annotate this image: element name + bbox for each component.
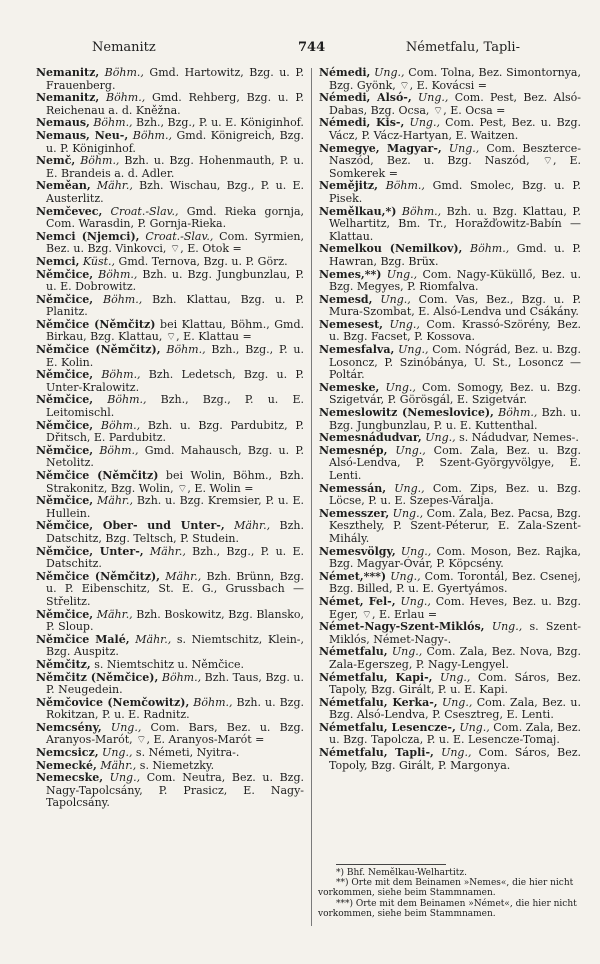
entry-headword: Nemč,	[36, 154, 76, 168]
entry-region: Mähr.,	[135, 632, 172, 646]
directory-entry	[319, 483, 581, 508]
entry-details: Com. Beszterce-Naszód, Bez. u. Bzg. Naszód, ⌔, E. Somkerek =	[329, 141, 581, 180]
entry-headword: Nemesfalva,	[319, 343, 395, 357]
entry-region: Ung.,	[102, 746, 133, 760]
entry-details: Gmd. u. P. Hawran, Bzg. Brüx.	[329, 242, 582, 268]
directory-entry	[319, 382, 581, 407]
directory-entry	[319, 143, 581, 181]
directory-entry	[36, 369, 304, 394]
entry-headword: Nemesd,	[319, 292, 373, 306]
entry-region: Küst.,	[82, 254, 116, 268]
entry-details: Bzh. u. Bzg. Jungbunzlau, P. u. E. Kuttenthal.	[329, 406, 581, 432]
entry-details: Gmd. Ternova, Bzg. u. P. Görz.	[115, 254, 288, 268]
entry-region: Ung.,	[398, 343, 429, 357]
entry-region: Ung.,	[441, 695, 473, 709]
footnote-divider	[336, 864, 446, 865]
entry-headword: Némedi, Kis-,	[319, 116, 405, 130]
entry-details: Bzh. u. Bzg. Pardubitz, P. Dřitsch, E. Pardubitz.	[46, 418, 305, 445]
entry-headword: Nemělkau,*)	[319, 204, 397, 218]
entry-headword: Nemelkou (Nemilkov),	[319, 242, 463, 256]
directory-entry	[36, 67, 304, 92]
entry-details: Bzh. u. Bzg. Hohenmauth, P. u. E. Brandeis a. d. Adler.	[46, 154, 304, 180]
directory-entry	[319, 546, 581, 571]
entry-details: Gmd. Mahausch, Bzg. u. P. Netolitz.	[46, 443, 304, 470]
directory-entry	[36, 92, 304, 117]
footnote: ***) Orte mit dem Beinamen »Német«, die hier nicht vorkommen, siehe beim Stammnamen.	[318, 898, 577, 919]
entry-details: Com. Neutra, Bez. u. Bzg. Nagy-Tapolcsány, P. Prasicz, E. Nagy-Tapolcsány.	[46, 771, 304, 810]
directory-entry	[36, 445, 304, 470]
entry-region: Mähr.,	[165, 569, 202, 583]
right-column	[319, 67, 581, 772]
directory-entry	[36, 546, 304, 571]
entry-headword: Němčitz,	[36, 657, 91, 671]
entry-region: Mähr.,	[100, 758, 137, 772]
entry-details: Com. Pest, Bez. Alsó-Dabas, Bzg. Ocsa, ⌔, E. Ocsa =	[329, 91, 582, 117]
entry-details: Com. Sáros, Bez. Topoly, Bzg. Girált, P. Margonya.	[329, 746, 582, 772]
entry-region: Ung.,	[448, 141, 480, 155]
directory-entry	[36, 697, 304, 722]
directory-entry	[319, 117, 581, 142]
left-column	[36, 67, 304, 810]
entry-headword: Nemějitz,	[319, 179, 379, 193]
entry-details: Com. Heves, Bez. u. Bzg. Eger, ⌔, E. Erlau =	[329, 594, 582, 621]
entry-details: Com. Moson, Bez. Rajka, Bzg. Magyar-Óvár, P. Köpcsény.	[329, 544, 582, 571]
entry-region: Croat.-Slav.,	[110, 204, 179, 218]
entry-details: Com. Zala, Bez. Nova, Bzg. Zala-Egerszeg, P. Nagy-Lengyel.	[329, 645, 581, 671]
entry-region: Böhm.,	[385, 179, 425, 193]
entry-headword: Nemesnádudvar,	[319, 431, 422, 445]
entry-details: bei Klattau, Böhm., Gmd. Birkau, Bzg. Klattau, ⌔, E. Klattau =	[46, 317, 304, 344]
entry-headword: Nemcsicz,	[36, 746, 99, 760]
entry-region: Mähr.,	[149, 544, 186, 558]
entry-region: Böhm.,	[99, 443, 139, 457]
entry-details: Com. Zala, Bez. u. Bzg. Alsó-Lendva, P. Szent-Györgyvölgye, E. Lenti.	[329, 443, 582, 482]
entry-headword: Nemesvölgy,	[319, 544, 396, 558]
entry-region: Ung.,	[395, 443, 426, 457]
page-number: 744	[298, 40, 326, 55]
entry-headword: Němčice (Němčitz)	[36, 469, 159, 482]
entry-headword: Németfalu, Tapli-,	[319, 746, 434, 760]
entry-region: Ung.,	[440, 670, 471, 684]
entry-details: Bzh. u. Bzg. Kremsier, P. u. E. Hullein.	[46, 494, 304, 520]
entry-headword: Němčice (Němčitz)	[36, 317, 156, 331]
directory-entry	[319, 621, 581, 646]
entry-region: Böhm.,	[498, 406, 538, 420]
entry-headword: Némedi,	[319, 66, 371, 79]
column-divider	[311, 68, 312, 926]
directory-entry	[36, 206, 304, 231]
directory-entry	[36, 634, 304, 659]
entry-headword: Német,***)	[319, 569, 387, 583]
entry-details: Bzh. u. Bzg. Rokitzan, P. u. E. Radnitz.	[46, 695, 305, 722]
directory-entry	[36, 155, 304, 180]
entry-region: Ung.,	[392, 506, 424, 520]
entry-region: Ung.,	[394, 481, 425, 495]
entry-headword: Němčice (Němčitz),	[36, 343, 161, 357]
entry-details: Bzh. Taus, Bzg. u. P. Neugedein.	[46, 670, 305, 697]
entry-headword: Nemčevec,	[36, 204, 103, 218]
entry-details: s. Szent-Miklós, Német-Nagy-.	[329, 620, 581, 646]
footnotes	[318, 868, 582, 919]
directory-entry	[319, 319, 581, 344]
entry-details: Com. Zala, Bez. Pacsa, Bzg. Keszthely, P. Szent-Péterur, E. Zala-Szent-Mihály.	[329, 506, 581, 545]
entry-details: Bzh., Bzg., P. u. E. Leitomischl.	[46, 393, 304, 420]
directory-entry	[36, 470, 304, 495]
entry-headword: Nemegye, Magyar-,	[319, 141, 442, 155]
directory-entry	[319, 269, 581, 294]
footnote: **) Orte mit dem Beinamen »Nemes«, die hier nicht vorkommen, siehe beim Stammnamen.	[318, 878, 574, 899]
entry-details: Bzh. Brünn, Bzg. u. P. Eibenschitz, St. E. G., Grussbach — Střelitz.	[46, 569, 304, 608]
directory-entry	[36, 609, 304, 634]
entry-headword: Nemanitz,	[36, 66, 100, 79]
entry-headword: Němčitz (Němčice),	[36, 670, 159, 684]
directory-entry	[36, 772, 304, 810]
entry-headword: Němčice Malé,	[36, 632, 130, 646]
footnote: *) Bhf. Nemělkau-Welhartitz.	[336, 868, 468, 878]
entry-headword: Němčice, Unter-,	[36, 544, 144, 558]
entry-region: Ung.,	[400, 544, 432, 558]
entry-details: bei Wolin, Böhm., Bzh. Strakonitz, Bzg. Wolin, ⌔, E. Wolin =	[46, 469, 305, 495]
entry-headword: Nemcsény,	[36, 720, 102, 734]
entry-details: Bzh., Bzg., P. u. E. Königinhof.	[132, 116, 304, 130]
directory-entry	[36, 294, 304, 319]
directory-entry	[319, 596, 581, 621]
entry-headword: Nemeske,	[319, 380, 380, 394]
entry-region: Böhm.,	[104, 66, 144, 79]
directory-entry	[36, 269, 304, 294]
entry-details: Gmd. Königreich, Bzg. u. P. Königinhof.	[46, 128, 304, 155]
entry-headword: Nemesest,	[319, 317, 383, 331]
directory-entry	[319, 747, 581, 772]
entry-details: Bzh. Datschitz, Bzg. Teltsch, P. Studein.	[46, 519, 304, 545]
entry-region: Ung.,	[110, 720, 142, 734]
directory-entry	[319, 407, 581, 432]
directory-entry	[36, 495, 304, 520]
entry-headword: Němčice,	[36, 443, 94, 457]
entry-headword: Nemesnép,	[319, 443, 388, 457]
directory-entry	[319, 92, 581, 117]
entry-headword: Nemessán,	[319, 481, 387, 495]
entry-details: Bzh. u. Bzg. Klattau, P. Welhartitz, Bm. Tr., Horažďowitz-Babín — Klattau.	[329, 204, 581, 243]
entry-details: Gmd. Hartowitz, Bzg. u. P. Frauenberg.	[46, 66, 304, 92]
entry-region: Ung.,	[380, 292, 411, 306]
entry-region: Ung.,	[109, 771, 141, 785]
entry-region: Mähr.,	[97, 494, 133, 508]
entry-details: Com. Zips, Bez. u. Bzg. Löcse, P. u. E. Szepes-Váralja.	[329, 481, 581, 508]
entry-region: Böhm.,	[101, 368, 141, 382]
directory-entry	[319, 697, 581, 722]
page-header	[40, 40, 560, 60]
header-right-keyword: Németfalu, Tapli-	[405, 40, 520, 55]
entry-headword: Nemesszer,	[319, 506, 390, 520]
entry-details: Com. Sáros, Bez. Tapoly, Bzg. Girált, P. u. E. Kapi.	[329, 670, 581, 697]
entry-region: Ung.,	[389, 317, 420, 331]
entry-headword: Němčice,	[36, 292, 94, 306]
entry-region: Mähr.,	[96, 179, 133, 193]
directory-entry	[36, 180, 304, 205]
directory-entry	[36, 672, 304, 697]
entry-headword: Němčice,	[36, 267, 94, 281]
header-left-keyword: Nemanitz	[92, 40, 156, 55]
directory-entry	[36, 344, 304, 369]
entry-details: s. Németi, Nyitra-.	[132, 746, 240, 760]
entry-headword: Nemecske,	[36, 771, 104, 785]
entry-headword: Nemci,	[36, 254, 80, 268]
entry-region: Ung.,	[391, 645, 423, 659]
entry-region: Ung.,	[390, 569, 421, 583]
entry-region: Böhm.,	[105, 91, 146, 105]
entry-details: Com. Zala, Bez. u. Bzg. Alsó-Lendva, P. Csesztreg, E. Lenti.	[329, 695, 581, 722]
directory-entry	[319, 243, 581, 268]
entry-region: Ung.,	[374, 66, 405, 79]
entry-region: Ung.,	[409, 116, 440, 130]
entry-region: Böhm.,	[193, 695, 233, 709]
entry-details: Com. Vas, Bez., Bzg. u. P. Mura-Szombat, E. Alsó-Lendva und Csákány.	[329, 292, 581, 319]
directory-entry	[36, 319, 304, 344]
directory-entry	[319, 672, 581, 697]
entry-region: Böhm.,	[93, 116, 133, 130]
entry-details: s. Niemtschitz, Klein-, Bzg. Auspitz.	[46, 632, 305, 659]
entry-headword: Němčice,	[36, 494, 94, 508]
entry-details: Com. Tolna, Bez. Simontornya, Bzg. Gyönk, ⌔, E. Kovácsi =	[329, 66, 581, 92]
entry-headword: Němčice,	[36, 368, 94, 382]
entry-region: Ung.,	[400, 594, 431, 608]
entry-region: Ung.,	[385, 380, 416, 394]
directory-entry	[319, 646, 581, 671]
entry-headword: Němčice,	[36, 607, 94, 621]
entry-region: Böhm.,	[98, 267, 138, 281]
directory-entry	[319, 445, 581, 483]
entry-headword: Nemes,**)	[319, 267, 382, 281]
directory-entry	[36, 520, 304, 545]
entry-headword: Nemecké,	[36, 758, 97, 772]
entry-headword: Német, Fel-,	[319, 594, 396, 608]
entry-headword: Nemaus,	[36, 116, 90, 130]
entry-region: Mähr.,	[234, 519, 271, 533]
entry-details: Com. Nógrád, Bez. u. Bzg. Losoncz, P. Szinóbánya, U. St., Losoncz — Poltár.	[329, 343, 581, 382]
entry-region: Böhm.,	[161, 670, 202, 684]
entry-headword: Němčice,	[36, 393, 94, 407]
entry-region: Böhm.,	[100, 418, 141, 432]
entry-region: Böhm.,	[166, 343, 206, 357]
entry-details: Com. Syrmien, Bez. u. Bzg. Vinkovci, ⌔, E. Otok =	[46, 229, 305, 256]
directory-entry	[319, 294, 581, 319]
entry-details: Com. Pest, Bez. u. Bzg. Vácz, P. Vácz-Hartyan, E. Waitzen.	[329, 116, 581, 142]
entry-headword: Němčovice (Nemčowitz),	[36, 695, 190, 709]
entry-details: Bzh. u. Bzg. Jungbunzlau, P. u. E. Dobrowitz.	[46, 267, 304, 294]
directory-entry	[319, 344, 581, 382]
directory-entry	[319, 67, 581, 92]
entry-region: Böhm.,	[80, 154, 120, 168]
entry-region: Böhm.,	[103, 292, 143, 306]
entry-region: Böhm.,	[107, 393, 147, 407]
entry-headword: Németfalu, Kerka-,	[319, 695, 438, 709]
entry-details: Bzh., Bzg., P. u. E. Datschitz.	[46, 544, 304, 571]
entry-details: s. Nádudvar, Nemes-.	[455, 431, 579, 445]
entry-details: Bzh. Boskowitz, Bzg. Blansko, P. Sloup.	[46, 607, 304, 634]
entry-details: Bzh. Ledetsch, Bzg. u. P. Unter-Kralowitz.	[46, 368, 304, 394]
entry-region: Ung.,	[386, 267, 418, 281]
directory-entry	[36, 130, 304, 155]
directory-entry	[319, 571, 581, 596]
entry-headword: Němčice,	[36, 418, 94, 432]
entry-details: Bzh., Bzg., P. u. E. Kolin.	[46, 343, 305, 369]
entry-region: Ung.,	[418, 91, 449, 105]
entry-headword: Neměan,	[36, 179, 91, 193]
entry-headword: Nemanitz,	[36, 91, 100, 105]
entry-headword: Nemaus, Neu-,	[36, 128, 129, 142]
entry-headword: Nemci (Njemci),	[36, 229, 140, 243]
entry-details: Com. Bars, Bez. u. Bzg. Aranyos-Marót, ⌔, E. Aranyos-Marót =	[46, 720, 305, 747]
directory-entry	[36, 420, 304, 445]
entry-details: Com. Somogy, Bez. u. Bzg. Szigetvár, P. Görösgál, E. Szigetvár.	[329, 380, 581, 407]
entry-region: Ung.,	[425, 431, 456, 445]
entry-headword: Nemeslowitz (Nemeslovice),	[319, 406, 494, 420]
entry-headword: Němčice (Němčitz),	[36, 569, 160, 583]
entry-region: Böhm.,	[401, 204, 442, 218]
directory-entry	[319, 722, 581, 747]
entry-region: Ung.,	[491, 620, 523, 634]
directory-entry	[36, 722, 304, 747]
entry-details: Com. Nagy-Küküllő, Bez. u. Bzg. Megyes, P. Riomfalva.	[329, 267, 581, 294]
directory-entry	[36, 571, 304, 609]
directory-entry	[319, 508, 581, 546]
entry-details: Com. Torontál, Bez. Csenej, Bzg. Billed, P. u. E. Gyertyámos.	[329, 569, 581, 596]
entry-details: s. Niemtschitz u. Němčice.	[90, 657, 244, 671]
entry-headword: Németfalu,	[319, 645, 388, 659]
entry-headword: Német-Nagy-Szent-Miklós,	[319, 620, 485, 634]
entry-details: Gmd. Rehberg, Bzg. u. P. Reichenau a. d. Kněžna.	[46, 91, 304, 117]
entry-region: Ung.,	[459, 720, 490, 734]
directory-entry	[36, 394, 304, 419]
entry-region: Böhm.,	[470, 242, 510, 256]
entry-details: Gmd. Smolec, Bzg. u. P. Pisek.	[329, 179, 581, 205]
entry-details: Com. Zala, Bez. u. Bzg. Tapolcza, P. u. E. Lesencze-Tomaj.	[329, 720, 581, 747]
directory-entry	[319, 206, 581, 244]
directory-entry	[319, 180, 581, 205]
entry-region: Mähr.,	[96, 607, 133, 621]
entry-region: Ung.,	[441, 746, 472, 760]
entry-details: s. Niemetzky.	[136, 758, 215, 772]
entry-details: Gmd. Rieka gornja, Com. Warasdin, P. Gornja-Rieka.	[46, 204, 304, 231]
entry-details: Com. Krassó-Szörény, Bez. u. Bzg. Facset, P. Kossova.	[329, 317, 582, 344]
directory-entry	[36, 231, 304, 256]
entry-headword: Némedi, Alsó-,	[319, 91, 412, 105]
entry-region: Croat.-Slav.,	[145, 229, 214, 243]
entry-headword: Němčice, Ober- und Unter-,	[36, 519, 225, 533]
entry-details: Bzh. Klattau, Bzg. u. P. Planitz.	[46, 292, 305, 319]
entry-details: Bzh. Wischau, Bzg., P. u. E. Austerlitz.	[46, 179, 304, 205]
entry-region: Böhm.,	[132, 128, 172, 142]
entry-headword: Németfalu, Kapi-,	[319, 670, 433, 684]
entry-headword: Németfalu, Lesencze-,	[319, 720, 456, 734]
